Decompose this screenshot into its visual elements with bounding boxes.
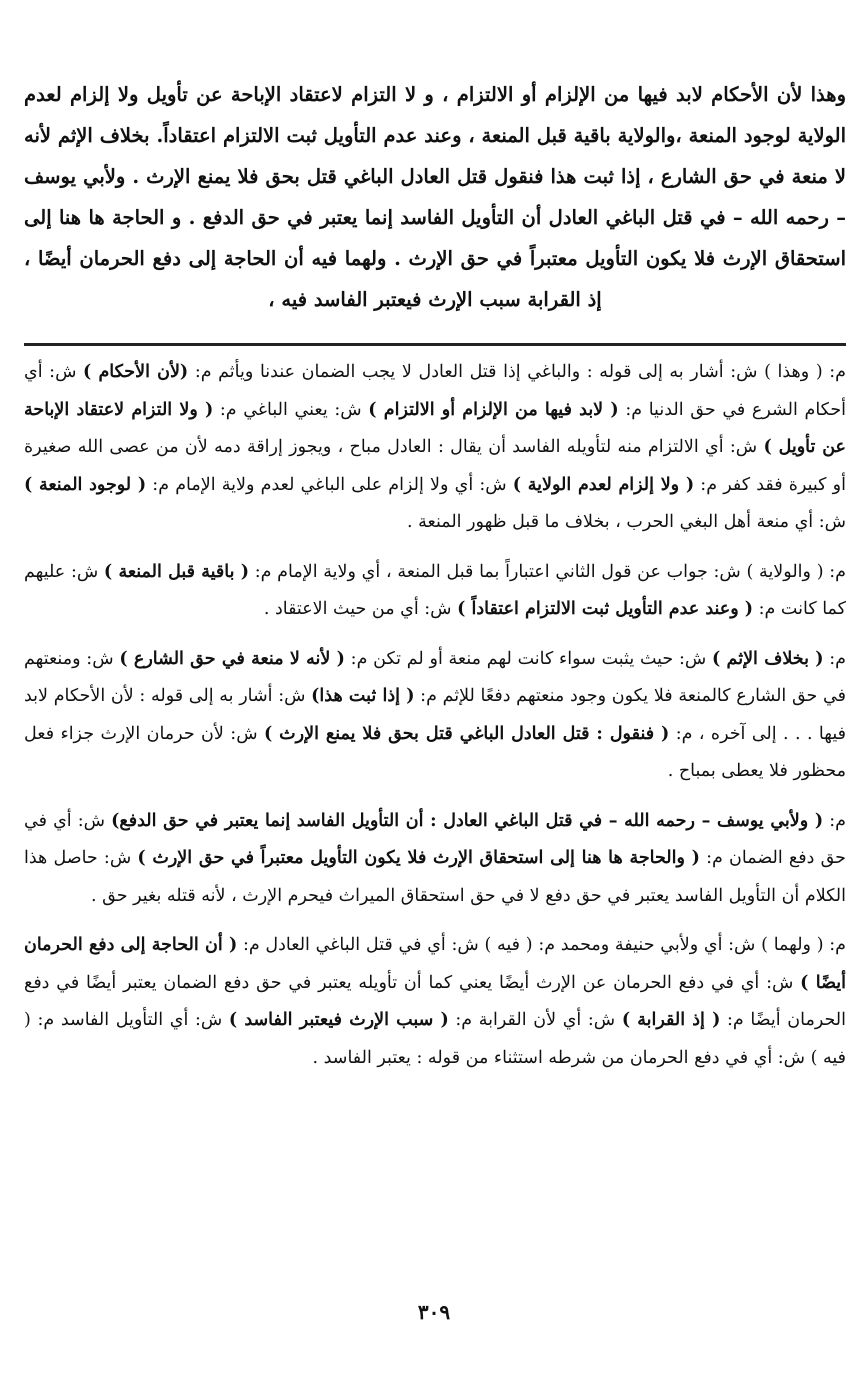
sharh-segment: ش: أي في دفع الحرمان عن الإرث أيضًا يعني كما أن تأويله يعتبر في حق دفع الضمان يعتبر أيضًا في دفع الحرمان أيضًا م: — [24, 972, 846, 1030]
quoted-matn-segment: ( إذ القرابة ) — [621, 1010, 721, 1030]
quoted-matn-segment: ( وعند عدم التأويل ثبت الالتزام اعتقاداً ) — [457, 599, 754, 619]
main-text-block — [24, 74, 846, 320]
quoted-matn-segment: ( سبب الإرث فيعتبر الفاسد ) — [228, 1010, 449, 1030]
quoted-matn-segment: ( ولا التزام لاعتقاد الإباحة عن تأويل ) — [24, 399, 846, 457]
commentary-paragraph-1 — [24, 354, 846, 542]
sharh-segment: ش: أي أحكام الشرع في حق الدنيا م: — [24, 362, 847, 420]
sharh-segment: ش: ومنعتهم في حق الشارع كالمنعة فلا يكون وجود منعتهم دفعًا للإثم م: — [24, 648, 847, 706]
quoted-matn-segment: (لأن الأحكام ) — [83, 362, 189, 382]
quoted-matn-segment: ( لوجود المنعة ) — [24, 474, 147, 495]
sharh-segment: ش: أشار به إلى قوله : لأن الأحكام لابد فيها . . . إلى آخره ، م: — [24, 686, 846, 744]
sharh-segment: ش: أي الالتزام منه لتأويله الفاسد أن يقال : العادل مباح ، ويجوز إراقة دمه لأن من عصى الله صغيرة أو كبيرة فقد كفر م: — [24, 437, 846, 495]
quoted-matn-segment: ( لابد فيها من الإلزام أو الالتزام ) — [368, 399, 619, 420]
commentary-paragraph-4 — [24, 803, 846, 916]
quoted-matn-segment: ( فنقول : قتل العادل الباغي قتل بحق فلا يمنع الإرث ) — [263, 723, 670, 744]
commentary-paragraph-2 — [24, 554, 846, 629]
sharh-segment: ش: أي لأن القرابة م: — [448, 1010, 622, 1030]
sharh-segment: م: — [823, 810, 847, 831]
sharh-segment: ش: عليهم كما كانت م: — [24, 561, 846, 619]
commentary-paragraph-5 — [24, 927, 846, 1077]
sharh-segment: م: ( وهذا ) ش: أشار به إلى قوله : والباغي إذا قتل العادل لا يجب الضمان عندنا ويأثم م: — [188, 362, 847, 382]
main-text-paragraph: وهذا لأن الأحكام لابد فيها من الإلزام أو الالتزام ، و لا التزام لاعتقاد الإباحة عن تأويل ولا إلزام لعدم الولاية لوجود المنعة ،والولاية باقية قبل المنعة ، وعند عدم التأويل ثبت الالتزام اعتقاداً. بخلاف الإثم لأنه لا منعة في حق الشارع ، إذا ثبت هذا فنقول قتل العادل الباغي قتل بحق فلا يمنع الإرث . ولأبي يوسف – رحمه الله – في قتل الباغي العادل أن التأويل الفاسد إنما يعتبر في حق الدفع . و الحاجة ها هنا إلى استحقاق الإرث فلا يكون التأويل معتبراً في حق الإرث . ولهما فيه أن الحاجة إلى دفع الحرمان أيضًا ، إذ القرابة سبب الإرث فيعتبر الفاسد فيه ، — [24, 83, 846, 311]
separator-rule — [24, 343, 846, 346]
sharh-segment: ش: أي ولا إلزام على الباغي لعدم ولاية الإمام م: — [146, 474, 513, 495]
sharh-segment: ش: أي في حق دفع الضمان م: — [24, 810, 846, 868]
sharh-segment: ش: أي من حيث الاعتقاد . — [263, 599, 458, 619]
sharh-segment: ش: أي منعة أهل البغي الحرب ، بخلاف ما قبل ظهور المنعة . — [407, 512, 846, 532]
sharh-segment: م: — [823, 648, 846, 669]
quoted-matn-segment: ( ولأبي يوسف – رحمه الله – في قتل الباغي العادل : أن التأويل الفاسد إنما يعتبر في حق الدفع) — [111, 810, 824, 831]
quoted-matn-segment: ( لأنه لا منعة في حق الشارع ) — [119, 648, 345, 669]
sharh-segment: م: ( ولهما ) ش: أي ولأبي حنيفة ومحمد م: ( فيه ) ش: أي في قتل الباغي العادل م: — [237, 935, 846, 955]
quoted-matn-segment: ( والحاجة ها هنا إلى استحقاق الإرث فلا يكون التأويل معتبراً في حق الإرث ) — [137, 848, 700, 868]
quoted-matn-segment: ( بخلاف الإثم ) — [712, 648, 824, 669]
quoted-matn-segment: ( باقية قبل المنعة ) — [103, 561, 250, 582]
quoted-matn-segment: ( ولا إلزام لعدم الولاية ) — [512, 474, 695, 495]
commentary-block — [24, 354, 846, 1089]
sharh-segment: ش: أي التأويل الفاسد م: ( فيه ) ش: أي في دفع الحرمان من شرطه استثناء من قوله : يعتبر الفاسد . — [24, 1010, 846, 1068]
quoted-matn-segment: ( أن الحاجة إلى دفع الحرمان أيضًا ) — [24, 935, 846, 993]
page-number: ٣٠٩ — [417, 1300, 451, 1324]
sharh-segment: ش: يعني الباغي م: — [213, 399, 369, 420]
commentary-paragraph-3 — [24, 641, 846, 791]
sharh-segment: م: ( والولاية ) ش: جواب عن قول الثاني اعتباراً بما قبل المنعة ، أي ولاية الإمام م: — [249, 561, 846, 582]
sharh-segment: ش: حاصل هذا الكلام أن التأويل الفاسد يعتبر في حق دفع لا في حق استحقاق الميراث فيحرم الإرث ، لأنه قتله بغير حق . — [24, 848, 846, 906]
sharh-segment: ش: حيث يثبت سواء كانت لهم منعة أو لم تكن م: — [344, 648, 712, 669]
sharh-segment: ش: لأن حرمان الإرث جزاء فعل محظور فلا يعطى بمباح . — [24, 723, 846, 781]
quoted-matn-segment: ( إذا ثبت هذا) — [311, 686, 415, 706]
